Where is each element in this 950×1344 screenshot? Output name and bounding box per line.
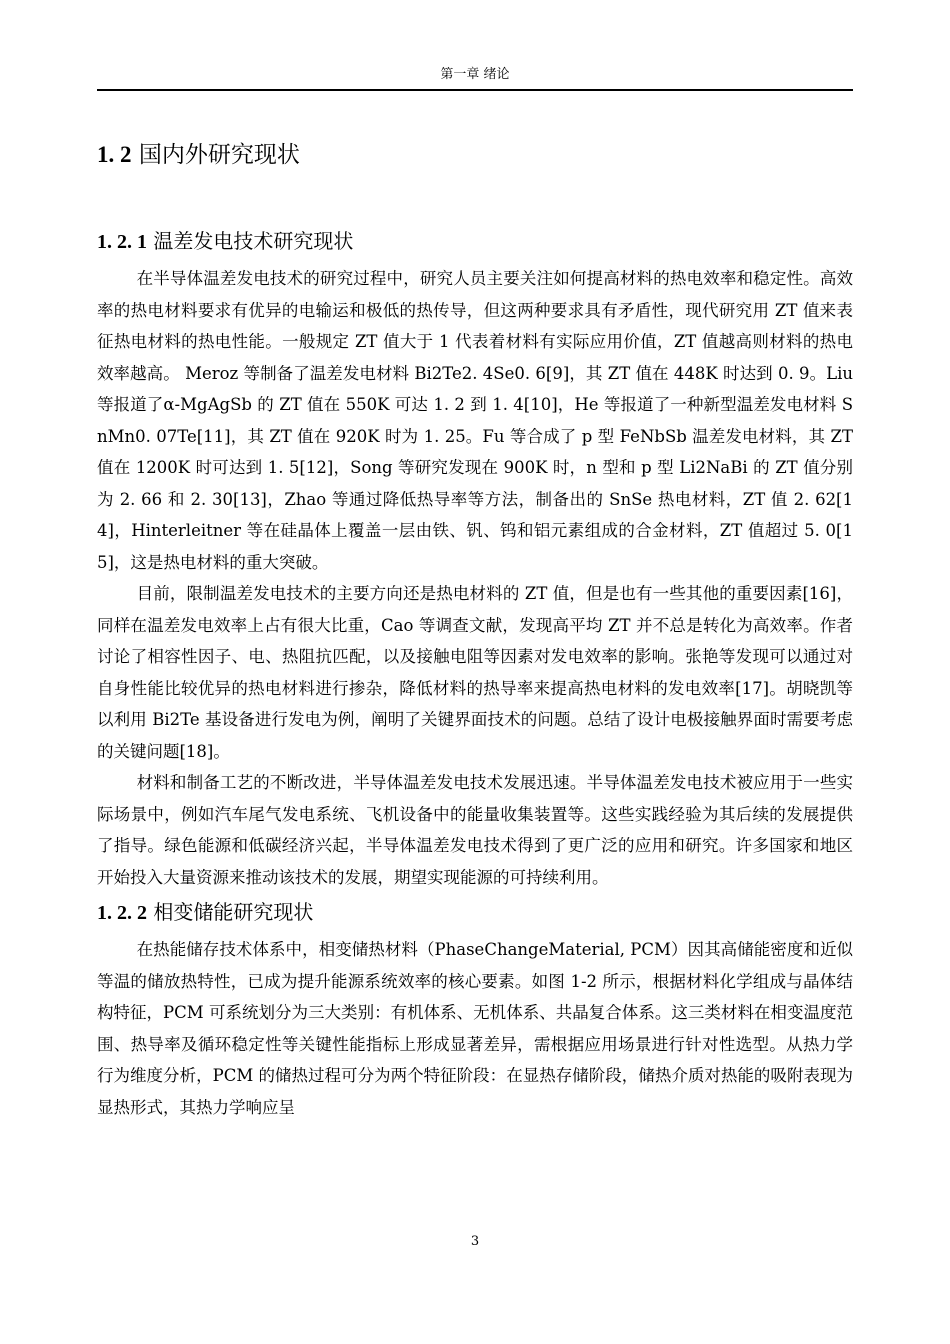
paragraph: 在热能储存技术体系中，相变储热材料（PhaseChangeMaterial, PCM）因其高储能密度和近似等温的储放热特性，已成为提升能源系统效率的核心要素。如图 1-2 所示，根据材料化学组成与晶体结构特征，PCM 可系统划分为三大类别：有机体系、无机体系、共晶复合体系。这三类材料在相变温度范围、热导率及循环稳定性等关键性能指标上形成显著差异，需根据应用场景进行针对性选型。从热力学行为维度分析，PCM 的储热过程可分为两个特征阶段：在显热存储阶段，储热介质对热能的吸附表现为显热形式，其热力学响应呈 [97,940,853,1117]
subsection-title: 相变储能研究现状 [153,900,314,924]
paragraph: 材料和制备工艺的不断改进，半导体温差发电技术发展迅速。半导体温差发电技术被应用于一些实际场景中，例如汽车尾气发电系统、飞机设备中的能量收集装置等。这些实践经验为其后续的发展提供了指导。绿色能源和低碳经济兴起，半导体温差发电技术得到了更广泛的应用和研究。许多国家和地区开始投入大量资源来推动该技术的发展，期望实现能源的可持续利用。 [97,773,853,887]
subsection-heading-1-2-2 [97,897,853,928]
body-text [97,140,853,1123]
subsection-heading-1-2-1 [97,226,853,257]
subsection-title: 温差发电技术研究现状 [153,229,354,253]
subsection-number: 1. 2. 1 [97,231,147,253]
paragraph: 目前，限制温差发电技术的主要方向还是热电材料的 ZT 值，但是也有一些其他的重要因素[16]，同样在温差发电效率上占有很大比重，Cao 等调查文献，发现高平均 ZT 并不总是转化为高效率。作者讨论了相容性因子、电、热阻抗匹配，以及接触电阻等因素对发电效率的影响。张艳等发现可以通过对自身性能比较优异的热电材料进行掺杂，降低材料的热导率来提高热电材料的发电效率[17]。胡晓凯等以利用 Bi2Te 基设备进行发电为例，阐明了关键界面技术的问题。总结了设计电极接触界面时需要考虑的关键问题[18]。 [97,584,853,761]
section-number: 1. 2 [97,142,132,167]
page-number: 3 [470,1234,480,1249]
section-title: 国内外研究现状 [138,142,300,168]
running-header: 第一章 绪论 [440,67,510,82]
subsection-number: 1. 2. 2 [97,902,147,924]
header-rule [97,89,853,91]
paragraph: 在半导体温差发电技术的研究过程中，研究人员主要关注如何提高材料的热电效率和稳定性。高效率的热电材料要求有优异的电输运和极低的热传导，但这两种要求具有矛盾性，现代研究用 ZT 值来表征热电材料的热电性能。一般规定 ZT 值大于 1 代表着材料有实际应用价值，ZT 值越高则材料的热电效率越高。 Meroz 等制备了温差发电材料 Bi2Te2. 4Se0. 6[9]，其 ZT 值在 448K 时达到 0. 9。Liu 等报道了α-MgAgSb 的 ZT 值在 550K 可达 1. 2 到 1. 4[10]，He 等报道了一种新型温差发电材料 SnMn0. 07Te[11]，其 ZT 值在 920K 时为 1. 25。Fu 等合成了 p 型 FeNbSb 温差发电材料，其 ZT 值在 1200K 时可达到 1. 5[12]，Song 等研究发现在 900K 时，n 型和 p 型 Li2NaBi 的 ZT 值分别为 2. 66 和 2. 30[13]，Zhao 等通过降低热导率等方法，制备出的 SnSe 热电材料，ZT 值 2. 62[14]，Hinterleitner 等在硅晶体上覆盖一层由铁、钒、钨和铝元素组成的合金材料，ZT 值超过 5. 0[15]，这是热电材料的重大突破。 [97,269,853,572]
section-heading [97,140,853,170]
